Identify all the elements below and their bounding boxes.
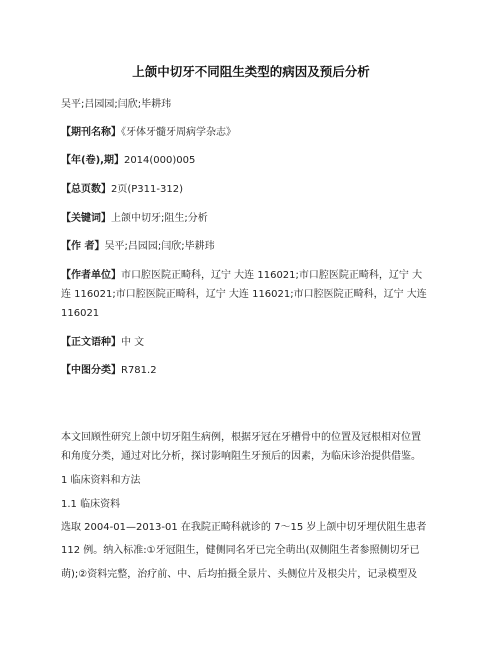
abstract-line-1: 本文回顾性研究上颌中切牙阻生病例，根据牙冠在牙槽骨中的位置及冠根相对位置 xyxy=(61,432,421,443)
year-issue-field xyxy=(61,154,195,168)
authors-value: 吴平;吕园园;闫欣;毕耕玮 xyxy=(104,241,215,252)
language-field xyxy=(61,336,144,350)
journal-value: 《牙体牙髓牙周病学杂志》 xyxy=(121,127,236,138)
body-paragraph-line-2: 112 例。纳入标准:①牙冠阻生，健侧同名牙已完全萌出(双侧阻生者参照侧切牙已 xyxy=(61,545,420,556)
affiliation-label: 【作者单位】 xyxy=(61,270,121,281)
journal-field xyxy=(61,126,236,140)
body-paragraph-line-3: 萌);②资料完整，治疗前、中、后均拍摄全景片、头侧位片及根尖片，记录模型及 xyxy=(61,569,418,580)
abstract-line-2: 和角度分类，通过对比分析，探讨影响阻生牙预后的因素，为临床诊治提供借鉴。 xyxy=(61,451,421,462)
classification-value: R781.2 xyxy=(121,365,157,376)
authors-field xyxy=(61,240,215,254)
affiliation-line-1: 市口腔医院正畸科，辽宁 大连 116021;市口腔医院正畸科，辽宁 大 xyxy=(121,270,423,281)
authors-label: 【作 者】 xyxy=(61,241,105,252)
keywords-label: 【关键词】 xyxy=(61,213,111,224)
year-issue-label: 【年(卷),期】 xyxy=(61,155,124,166)
journal-label: 【期刊名称】 xyxy=(61,127,121,138)
pages-field xyxy=(61,183,183,197)
affiliation-field xyxy=(61,269,422,283)
keywords-value: 上颌中切牙;阻生;分析 xyxy=(111,213,208,224)
affiliation-line-3: 116021 xyxy=(61,308,100,319)
author-list: 吴平;吕园园;闫欣;毕耕玮 xyxy=(61,99,172,110)
language-label: 【正文语种】 xyxy=(61,337,121,348)
document-title: 上颌中切牙不同阻生类型的病因及预后分析 xyxy=(132,64,370,79)
year-issue-value: 2014(000)005 xyxy=(123,155,196,166)
keywords-field xyxy=(61,212,208,226)
classification-field xyxy=(61,364,157,378)
section-heading-1: 1 临床资料和方法 xyxy=(61,475,141,486)
section-heading-1-1: 1.1 临床资料 xyxy=(61,499,121,510)
pages-value: 2页(P311-312) xyxy=(111,184,183,195)
affiliation-line-2: 连 116021;市口腔医院正畸科，辽宁 大连 116021;市口腔医院正畸科，辽宁 大连 xyxy=(61,289,427,300)
classification-label: 【中图分类】 xyxy=(61,365,121,376)
language-value: 中 文 xyxy=(121,337,145,348)
pages-label: 【总页数】 xyxy=(61,184,111,195)
body-paragraph-line-1: 选取 2004-01—2013-01 在我院正畸科就诊的 7～15 岁上颌中切牙埋伏阻生患者 xyxy=(61,522,427,533)
